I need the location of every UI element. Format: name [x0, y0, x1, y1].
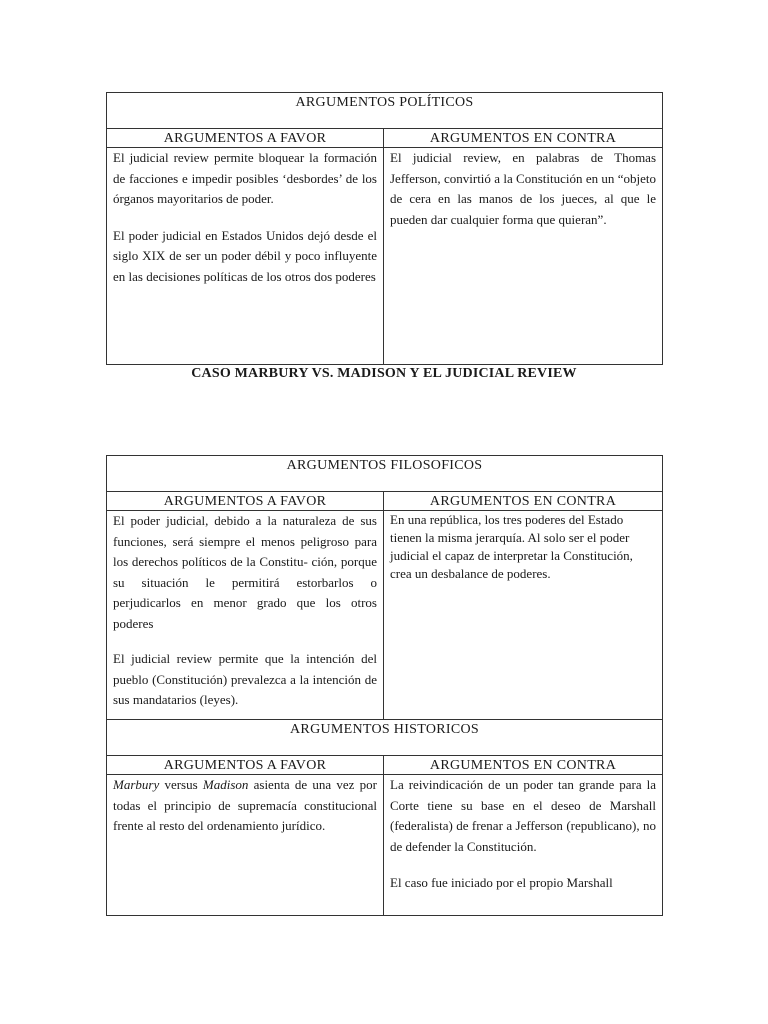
contra-paragraph: El caso fue iniciado por el propio Marshall: [390, 875, 613, 890]
column-header-contra: ARGUMENTOS EN CONTRA: [384, 129, 663, 148]
title-text: ARGUMENTOS FILOSOFICOS: [286, 458, 483, 473]
favor-text: asienta de una vez por todas el principio de supremacía constitucional frente al resto del ordenamiento jurídico.: [113, 777, 377, 833]
column-header-favor: ARGUMENTOS A FAVOR: [107, 756, 384, 775]
favor-cell: [107, 775, 384, 916]
title-text: ARGUMENTOS POLÍTICOS: [295, 95, 474, 110]
contra-paragraph: La reivindicación de un poder tan grande para la Corte tiene su base en el deseo de Marshall (federalista) de frenar a Jefferson (republicano), no de defender la Constitución.: [390, 777, 657, 854]
contra-cell: [384, 511, 663, 720]
contra-cell: [384, 775, 663, 916]
contra-paragraph: El judicial review, en palabras de Thomas Jefferson, convirtió a la Constitución en un “objeto de cera en las manos de los jueces, al que le pueden dar cualquier forma que quieran”.: [390, 150, 657, 227]
favor-paragraph: El judicial review permite que la intención del pueblo (Constitución) prevalezca a la intención de sus mandatarios (leyes).: [113, 651, 377, 707]
favor-paragraph: El poder judicial en Estados Unidos dejó desde el siglo XIX de ser un poder débil y poco influyente en las decisiones políticas de los otros dos poderes: [113, 227, 377, 284]
favor-cell: [107, 511, 384, 720]
column-header-contra: ARGUMENTOS EN CONTRA: [384, 756, 663, 775]
favor-paragraph: [113, 775, 377, 837]
table-argumentos-politicos: [106, 92, 663, 365]
column-header-favor: ARGUMENTOS A FAVOR: [107, 492, 384, 511]
table-title: [107, 720, 663, 756]
case-name-madison: Madison: [202, 777, 249, 792]
favor-paragraph: El judicial review permite bloquear la formación de facciones e impedir posibles ‘desbordes’ de los órganos mayoritarios de poder.: [113, 150, 377, 206]
case-name-marbury: Marbury: [113, 777, 160, 792]
title-text: ARGUMENTOS HISTORICOS: [290, 722, 479, 737]
contra-paragraph: En una república, los tres poderes del Estado tienen la misma jerarquía. Al solo ser el poder judicial el capaz de interpretar la Constitución, crea un desbalance de poderes.: [390, 512, 633, 581]
versus-text: versus: [159, 777, 203, 792]
favor-cell: [107, 148, 384, 365]
column-header-favor: ARGUMENTOS A FAVOR: [107, 129, 384, 148]
document-caption: CASO MARBURY VS. MADISON Y EL JUDICIAL REVIEW: [191, 366, 577, 381]
column-header-contra: ARGUMENTOS EN CONTRA: [384, 492, 663, 511]
table-title: [107, 93, 663, 129]
favor-paragraph: El poder judicial, debido a la naturaleza de sus funciones, será siempre el menos peligroso para los derechos políticos de la Constitu- ción, porque su situación le permitirá estorbarlos o perjudicarlos en menor grado que los otros poderes: [113, 513, 377, 631]
table-argumentos-filosoficos-historicos: [106, 455, 663, 916]
table-title: [107, 456, 663, 492]
contra-cell: [384, 148, 663, 365]
